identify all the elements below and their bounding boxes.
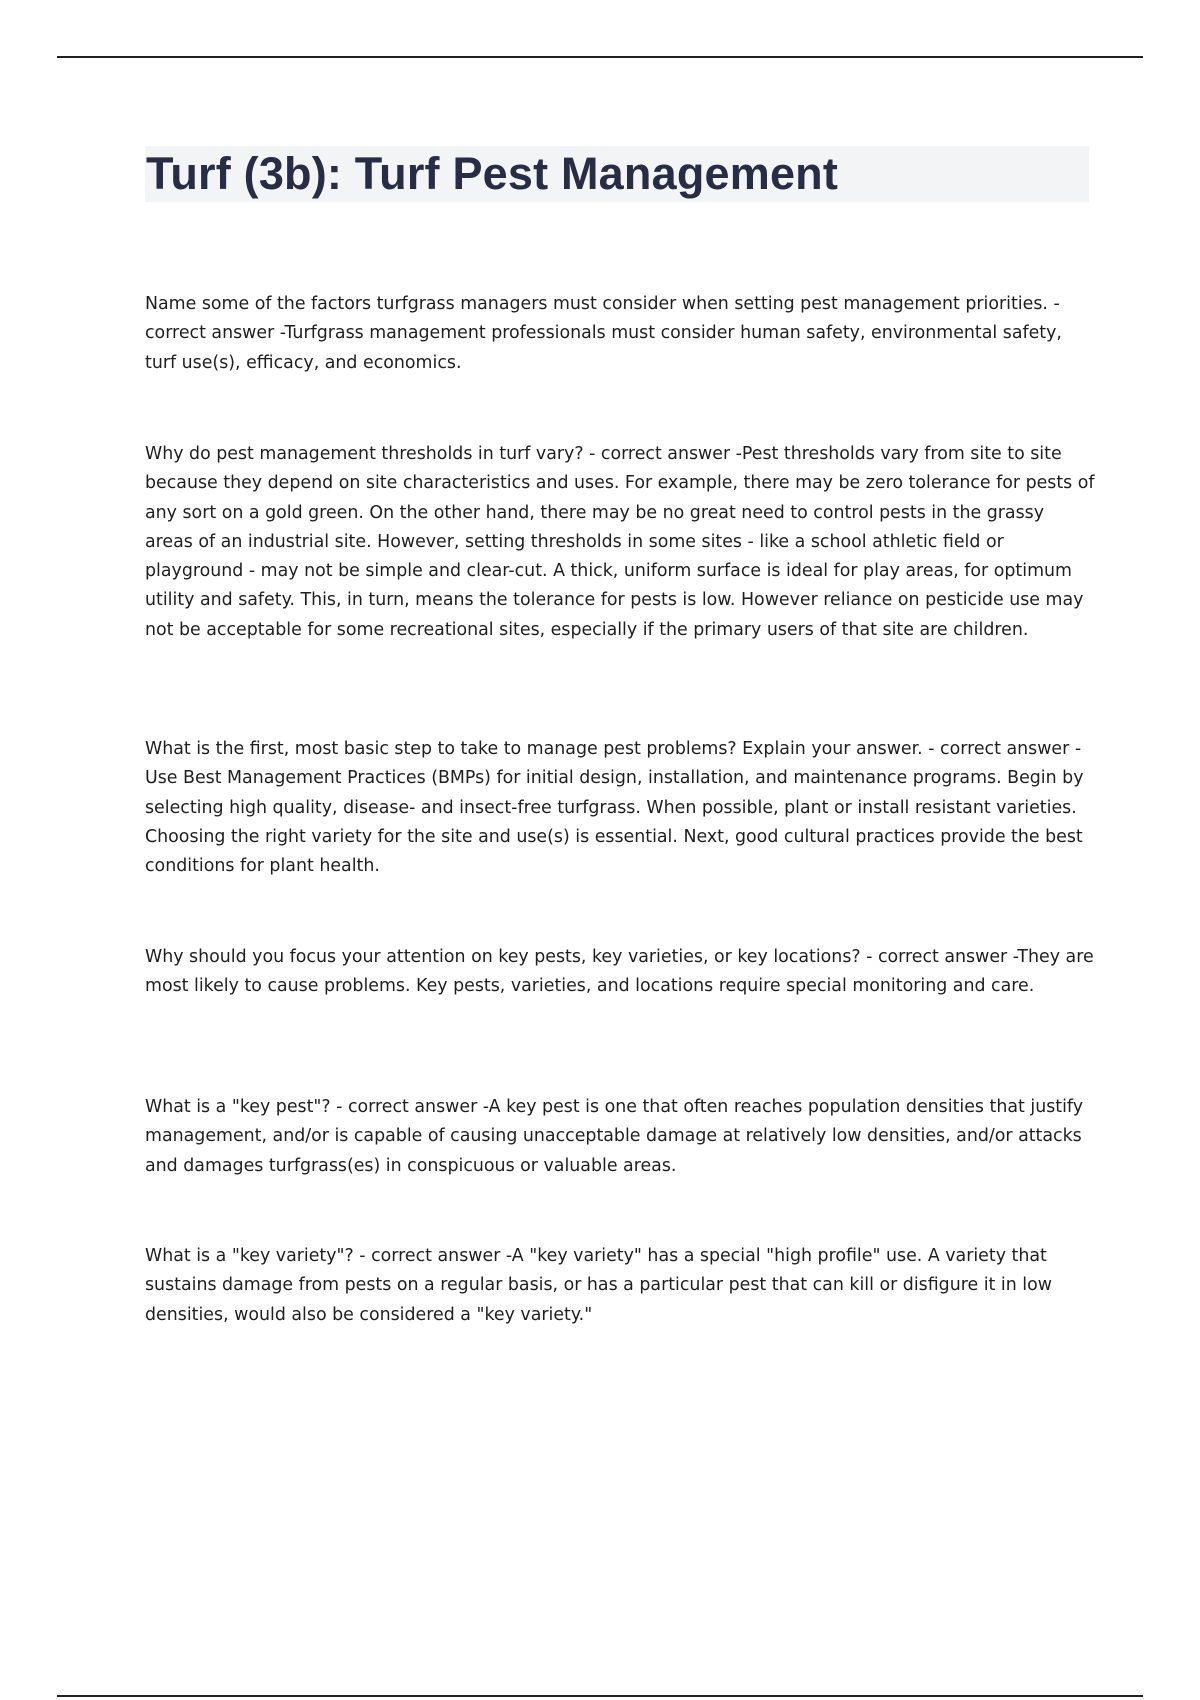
- qa-item: [145, 290, 1095, 378]
- document-title: Turf (3b): Turf Pest Management: [146, 148, 839, 199]
- question-text: What is a "key variety"? -: [145, 1246, 372, 1266]
- qa-item: [145, 440, 1095, 645]
- answer-marker: correct answer: [877, 947, 1008, 967]
- answer-text: -A "key variety" has a special "high profile" use. A variety that sustains damage from pests on a regular basis, or has a particular pest that can kill or disfigure it in low densities, would also be considered a "key variety.": [145, 1246, 1052, 1325]
- answer-marker: correct answer: [600, 444, 731, 464]
- answer-marker: correct answer: [940, 739, 1070, 759]
- top-divider: [57, 56, 1143, 58]
- answer-text: -A key pest is one that often reaches population densities that justify management, and/or is capable of causing unacceptable damage at relatively low densities, and/or attacks and damages turfgrass(es) in conspicuous or valuable areas.: [145, 1097, 1084, 1176]
- question-text: What is the first, most basic step to take to manage pest problems? Explain your answer. -: [145, 739, 941, 759]
- qa-item: [145, 943, 1095, 1002]
- qa-item: [145, 1093, 1095, 1181]
- question-text: Name some of the factors turfgrass managers must consider when setting pest management priorities. -: [145, 294, 1060, 314]
- answer-marker: correct answer: [371, 1246, 501, 1266]
- question-text: Why should you focus your attention on key pests, key varieties, or key locations? -: [145, 947, 878, 967]
- answer-text: -They are most likely to cause problems. Key pests, varieties, and locations require special monitoring and care.: [145, 947, 1094, 997]
- answer-text: -Use Best Management Practices (BMPs) for initial design, installation, and maintenance programs. Begin by selecting high quality, disease- and insect-free turfgrass. When possible, plant or install resistant varieties. Choosing the right variety for the site and use(s) is essential. Next, good cultural practices provide the best conditions for plant health.: [145, 739, 1084, 877]
- answer-marker: correct answer: [145, 323, 275, 344]
- answer-text: -Pest thresholds vary from site to site because they depend on site characteristics and uses. For example, there may be zero tolerance for pests of any sort on a gold green. On the other hand, there may be no great need to control pests in the grassy areas of an industrial site. However, setting thresholds in some sites - like a school athletic field or playground - may not be simple and clear-cut. A thick, uniform surface is ideal for play areas, for optimum utility and safety. This, in turn, means the tolerance for pests is low. However reliance on pesticide use may not be acceptable for some recreational sites, especially if the primary users of that site are children.: [145, 444, 1095, 640]
- question-text: What is a "key pest"? -: [145, 1097, 348, 1117]
- answer-marker: correct answer: [347, 1097, 478, 1117]
- qa-item: [145, 735, 1095, 881]
- bottom-divider: [57, 1695, 1143, 1697]
- qa-item: [145, 1242, 1095, 1330]
- answer-text: -Turfgrass management professionals must consider human safety, environmental safety, turf use(s), efficacy, and economics.: [145, 323, 1062, 373]
- question-text: Why do pest management thresholds in turf vary? -: [145, 444, 601, 464]
